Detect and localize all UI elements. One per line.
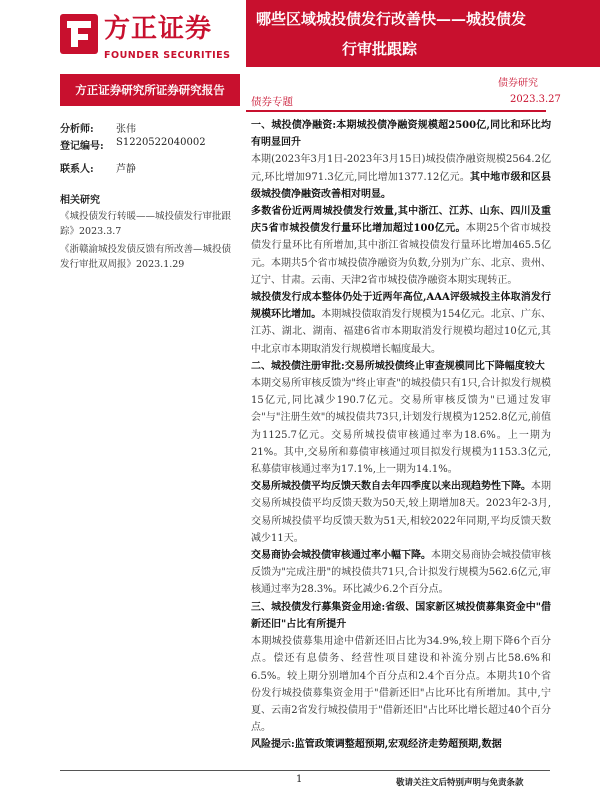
paragraph: [251, 289, 551, 358]
paragraph-emphasis: 其中地市级和区县级城投债净融资改善相对明显。: [251, 171, 552, 200]
company-logo: [60, 12, 240, 70]
paragraph: [251, 547, 551, 599]
paragraph-text: 本期(2023年3月1日-2023年3月15日)城投债净融资规模2564.2亿元,环比增加971.3亿元,同比增加1377.12亿元。: [251, 154, 551, 183]
footer-divider: [60, 770, 550, 771]
page-number: 1: [296, 774, 303, 785]
founder-logo-icon: [60, 14, 98, 54]
paragraph-emphasis: 交易所城投债平均反馈天数自去年四季度以来出现趋势性下降。: [251, 481, 531, 493]
paragraph-text: 本期城投债募集用途中借新还旧占比为34.9%,较上期下降6个百分点。偿还有息债务、经营性项目建设和补流分别占比58.6%和6.5%。较上期分别增加4个百分点和2.4个百分点。本期共10个省份发行城投债募集资金用于"借新还旧"占比环比有所增加。其中,宁夏、云南2省发行城投债用于"借新还旧"占比环比增长超过40个百分点。: [251, 636, 551, 734]
header-divider: [246, 110, 546, 112]
section-heading-2: 二、城投债注册审批:交易所城投债终止审查规模同比下降幅度较大: [251, 360, 545, 372]
related-research-item[interactable]: 《城投债发行转暖——城投债发行审批跟踪》2023.3.7: [60, 211, 232, 237]
related-research-title: 相关研究: [60, 195, 100, 206]
paragraph-emphasis: 城投债发行成本整体仍处于近两年高位,AAA评级城投主体取消发行规模环比增加。: [251, 292, 551, 321]
contact-label: 联系人:: [60, 164, 94, 175]
risk-warning: 风险提示:监管政策调整超预期,宏观经济走势超预期,数据: [251, 739, 502, 751]
brand-name-cn: 方正证券: [104, 14, 213, 44]
brand-name-en: FOUNDER SECURITIES: [104, 50, 231, 61]
analyst-name: 张伟: [116, 124, 136, 135]
section-heading-1: 一、城投债净融资:本期城投债净融资规模超2500亿,同比和环比均有明显回升: [251, 120, 551, 149]
paragraph-emphasis: 多数省份近两周城投债发行效量,其中浙江、江苏、山东、四川及重庆5省市城投债发行量环比增加超过100亿元。: [251, 206, 551, 235]
paragraph-text: 本期城投债取消发行规模为154亿元。北京、广东、江苏、湖北、湖南、福建6省市本期取消发行规模均超过10亿元,其中北京市本期取消发行规模增长幅度最大。: [251, 309, 552, 355]
section-heading-3: 三、城投债发行募集资金用途:省级、国家新区城投债募集资金中"借新还旧"占比有所提升: [251, 601, 551, 630]
sidebar-info: [60, 120, 240, 272]
analyst-row: [60, 120, 240, 137]
paragraph: [251, 478, 551, 547]
report-category: 债券研究: [498, 78, 538, 89]
report-topic: 债券专题: [251, 96, 293, 108]
analyst-label: 分析师:: [60, 124, 94, 135]
registration-label: 登记编号:: [60, 141, 104, 152]
paragraph: [251, 203, 551, 289]
contact-row: [60, 160, 240, 177]
paragraph-text: 本期交易所审核反馈为"终止审查"的城投债只有1只,合计拟发行规模15亿元,同比减少190.7亿元。交易所审核反馈为"已通过发审会"与"注册生效"的城投债共73只,计划发行规模为1252.8亿元,前值为1125.7亿元。交易所城投债审核通过率为18.6%。上一期为21%。其中,交易所和募债审核通过项目拟发行规模为1153.3亿元,私募债审核通过率为17.1%,上一期为14.1%。: [251, 378, 551, 476]
registration-number: S1220522040002: [116, 137, 206, 148]
report-title-line2: 行审批跟踪: [342, 40, 418, 58]
paragraph-text: 本期交易商协会城投债审核反馈为"完成注册"的城投债共71只,合计拟发行规模为562.6亿元,审核通过率为28.3%。环比减少6.2个百分点。: [251, 550, 551, 596]
contact-name: 芦静: [116, 164, 136, 175]
institute-banner: 方正证券研究所证券研究报告: [60, 74, 240, 106]
related-research-item[interactable]: 《浙赣渝城投发债反馈有所改善—城投债发行审批双周报》2023.1.29: [60, 244, 232, 270]
paragraph-text: 本期交易所城投债平均反馈天数为50天,较上期增加8天。2023年2-3月,交易所城投债平均反馈天数为51天,相较2022年同期,平均反馈天数减少11天。: [251, 481, 551, 544]
report-date: 2023.3.27: [510, 94, 561, 105]
disclaimer-link[interactable]: 敬请关注文后特别声明与免责条款: [396, 778, 524, 788]
paragraph: [251, 151, 551, 203]
report-title-line1: 哪些区域城投债发行改善快——城投债发: [256, 10, 527, 28]
report-title-band: [246, 0, 600, 67]
paragraph-emphasis: 交易商协会城投债审核通过率小幅下降。: [251, 550, 431, 562]
registration-row: [60, 137, 240, 154]
report-summary: [251, 117, 551, 754]
paragraph-text: 本期25个省市城投债发行量环比有所增加,其中浙江省城投债发行量环比增加465.5亿元。本期共5个省市城投债净融资为负数,分别为广东、北京、贵州、辽宁、甘肃。云南、天津2省市城投债净融资本期实现转正。: [251, 223, 551, 286]
